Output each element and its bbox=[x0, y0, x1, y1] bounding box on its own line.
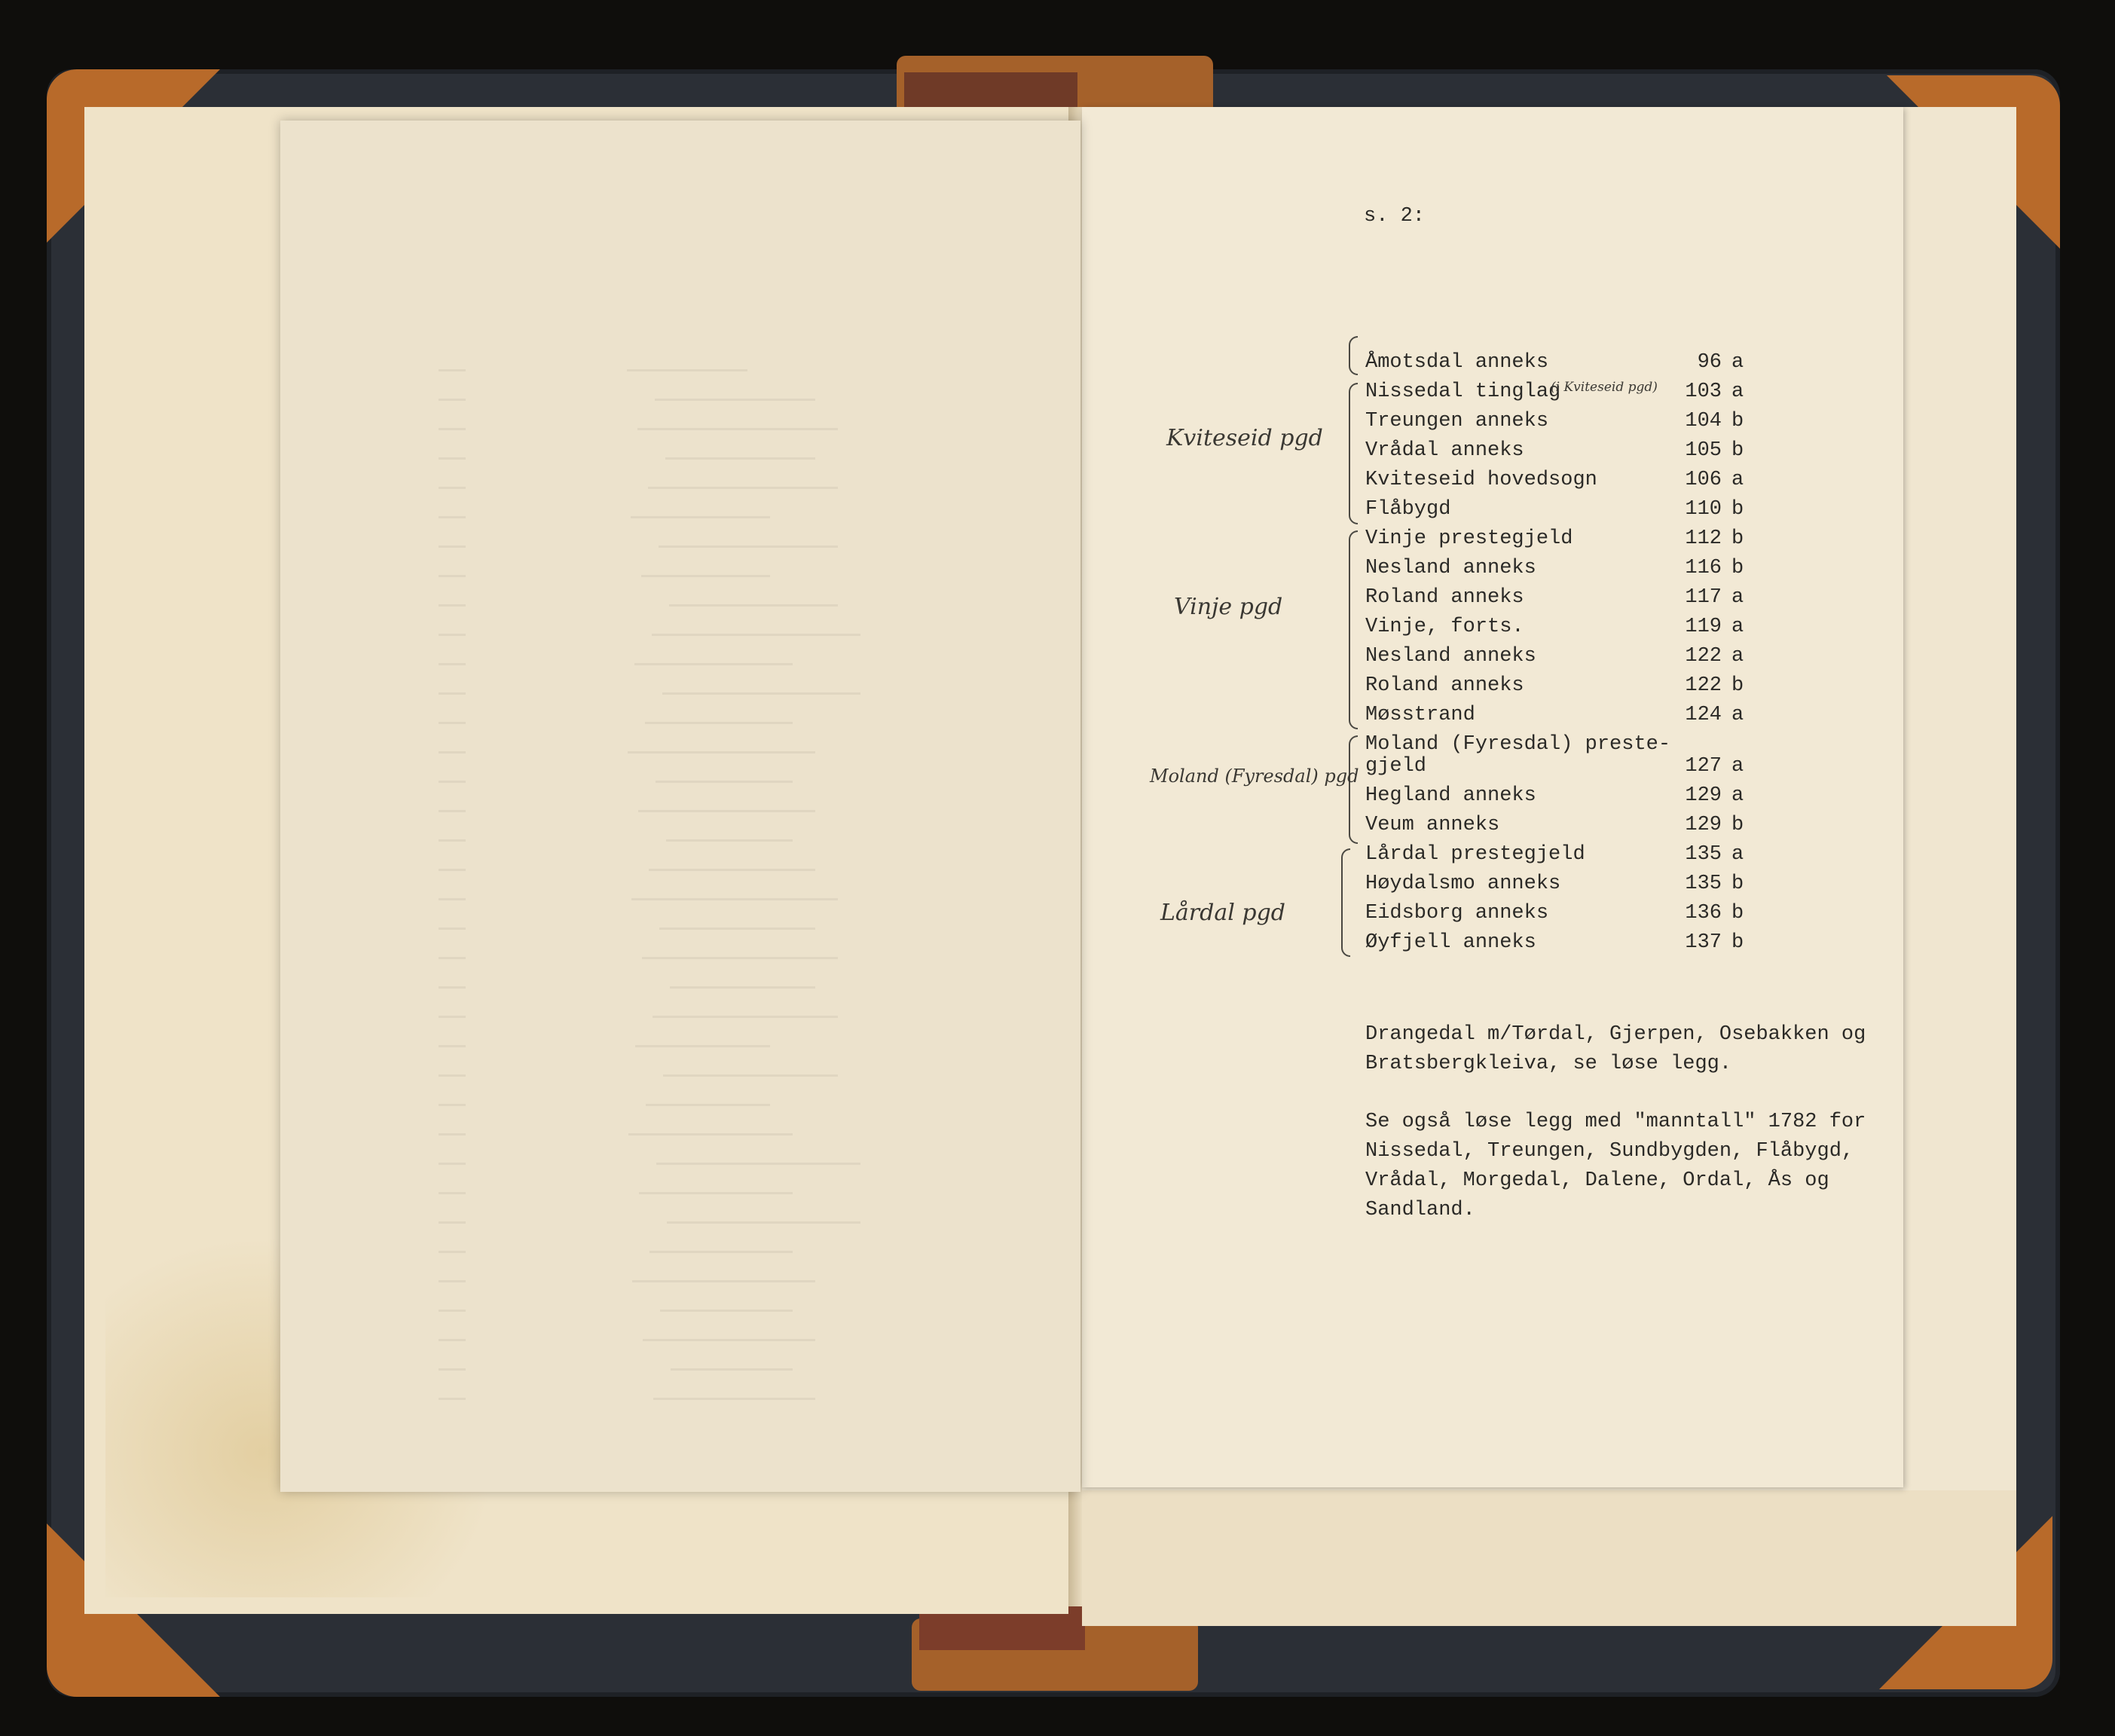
entry-name: Vinje prestegjeld bbox=[1365, 527, 1573, 550]
index-entry bbox=[1365, 840, 1757, 870]
handwritten-lardal: Lårdal pgd bbox=[1160, 900, 1285, 926]
note-manntall-line-2: Nissedal, Treungen, Sundbygden, Flåbygd, bbox=[1365, 1140, 1854, 1163]
show-through-mark bbox=[439, 575, 466, 577]
entry-page: 105 bbox=[1685, 439, 1722, 462]
brace-kviteseid bbox=[1349, 383, 1358, 524]
show-through-line bbox=[665, 457, 815, 460]
show-through-line bbox=[631, 516, 770, 518]
note-manntall-line-1: Se også løse legg med "manntall" 1782 for bbox=[1365, 1111, 1866, 1133]
show-through-mark bbox=[439, 1074, 466, 1077]
tissue-interleaf bbox=[280, 121, 1080, 1492]
entry-page: 124 bbox=[1685, 704, 1722, 726]
show-through-mark bbox=[439, 487, 466, 489]
entry-name: Nissedal tinglag bbox=[1365, 381, 1561, 403]
page-number: s. 2: bbox=[1364, 205, 1426, 228]
entry-name: Åmotsdal anneks bbox=[1365, 351, 1549, 374]
show-through-line bbox=[631, 898, 838, 900]
show-through-mark bbox=[439, 1280, 466, 1282]
entry-page: 135 bbox=[1685, 843, 1722, 866]
entry-page: 103 bbox=[1685, 381, 1722, 403]
show-through-mark bbox=[439, 1368, 466, 1371]
show-through-mark bbox=[439, 1163, 466, 1165]
show-through-mark bbox=[439, 1398, 466, 1400]
show-through-mark bbox=[439, 428, 466, 430]
entry-name: Møsstrand bbox=[1365, 704, 1475, 726]
show-through-mark bbox=[439, 1310, 466, 1312]
show-through-line bbox=[628, 1133, 793, 1135]
show-through-line bbox=[649, 869, 815, 871]
show-through-line bbox=[663, 1074, 838, 1077]
handwritten-kviteseid: Kviteseid pgd bbox=[1166, 425, 1323, 451]
brace-amotsdal bbox=[1349, 336, 1358, 375]
note-drangedal-line-1: Drangedal m/Tørdal, Gjerpen, Osebakken og bbox=[1365, 1023, 1866, 1046]
entry-name: Flåbygd bbox=[1365, 498, 1451, 521]
show-through-mark bbox=[439, 781, 466, 783]
entry-suffix: b bbox=[1731, 674, 1744, 697]
show-through-mark bbox=[439, 1133, 466, 1135]
show-through-line bbox=[669, 604, 838, 607]
entry-name: Moland (Fyresdal) preste- bbox=[1365, 733, 1671, 756]
show-through-line bbox=[671, 1368, 793, 1371]
show-through-mark bbox=[439, 369, 466, 371]
show-through-line bbox=[653, 1016, 838, 1018]
entry-suffix: a bbox=[1731, 586, 1744, 609]
show-through-line bbox=[645, 722, 793, 724]
entry-suffix: a bbox=[1731, 784, 1744, 807]
show-through-line bbox=[659, 546, 838, 548]
entry-name: Roland anneks bbox=[1365, 586, 1524, 609]
entry-page: 110 bbox=[1685, 498, 1722, 521]
entry-page: 122 bbox=[1685, 674, 1722, 697]
entry-page: 96 bbox=[1697, 351, 1722, 374]
index-entry bbox=[1365, 407, 1757, 436]
show-through-line bbox=[655, 399, 815, 401]
entry-page: 137 bbox=[1685, 931, 1722, 954]
show-through-line bbox=[670, 986, 815, 989]
entry-name: Eidsborg anneks bbox=[1365, 902, 1549, 925]
brace-lardal bbox=[1341, 848, 1350, 957]
show-through-line bbox=[643, 1339, 815, 1341]
entry-suffix: a bbox=[1731, 381, 1744, 403]
entry-name: gjeld bbox=[1365, 755, 1427, 778]
entry-name: Treungen anneks bbox=[1365, 410, 1549, 432]
entry-page: 127 bbox=[1685, 755, 1722, 778]
index-entry bbox=[1365, 928, 1757, 958]
entry-page: 104 bbox=[1685, 410, 1722, 432]
show-through-mark bbox=[439, 604, 466, 607]
show-through-line bbox=[627, 369, 747, 371]
index-entry bbox=[1365, 671, 1757, 701]
entry-page: 119 bbox=[1685, 616, 1722, 638]
show-through-mark bbox=[439, 692, 466, 695]
entry-name: Vrådal anneks bbox=[1365, 439, 1524, 462]
index-entry bbox=[1365, 436, 1757, 466]
entry-page: 129 bbox=[1685, 784, 1722, 807]
index-entry bbox=[1365, 495, 1757, 524]
show-through-mark bbox=[439, 928, 466, 930]
show-through-mark bbox=[439, 898, 466, 900]
index-entry bbox=[1365, 613, 1757, 642]
index-entry bbox=[1365, 524, 1757, 554]
show-through-mark bbox=[439, 1221, 466, 1224]
show-through-line bbox=[635, 1045, 770, 1047]
show-through-line bbox=[646, 1104, 770, 1106]
index-entry bbox=[1365, 870, 1757, 899]
show-through-line bbox=[632, 1280, 815, 1282]
entry-suffix: a bbox=[1731, 351, 1744, 374]
note-manntall-line-4: Sandland. bbox=[1365, 1199, 1475, 1221]
show-through-mark bbox=[439, 1251, 466, 1253]
entry-suffix: a bbox=[1731, 755, 1744, 778]
note-manntall-line-3: Vrådal, Morgedal, Dalene, Ordal, Ås og bbox=[1365, 1169, 1829, 1192]
index-entry bbox=[1365, 466, 1757, 495]
entry-name: Høydalsmo anneks bbox=[1365, 873, 1561, 895]
entry-page: 117 bbox=[1685, 586, 1722, 609]
brace-moland bbox=[1349, 735, 1358, 844]
entry-name: Veum anneks bbox=[1365, 814, 1500, 836]
show-through-line bbox=[653, 1398, 815, 1400]
show-through-line bbox=[659, 928, 815, 930]
entry-suffix: a bbox=[1731, 645, 1744, 668]
index-entry bbox=[1365, 348, 1757, 377]
show-through-line bbox=[639, 1192, 793, 1194]
entry-name: Roland anneks bbox=[1365, 674, 1524, 697]
show-through-mark bbox=[439, 1104, 466, 1106]
entry-suffix: b bbox=[1731, 439, 1744, 462]
show-through-mark bbox=[439, 457, 466, 460]
handwritten-vinje: Vinje pgd bbox=[1174, 594, 1283, 620]
show-through-line bbox=[641, 575, 770, 577]
entry-suffix: a bbox=[1731, 704, 1744, 726]
index-entry bbox=[1365, 781, 1757, 811]
show-through-line bbox=[649, 1251, 793, 1253]
entry-suffix: b bbox=[1731, 498, 1744, 521]
show-through-line bbox=[648, 487, 838, 489]
show-through-mark bbox=[439, 399, 466, 401]
right-page-bottom bbox=[1082, 1490, 2016, 1626]
show-through-mark bbox=[439, 810, 466, 812]
show-through-line bbox=[656, 781, 793, 783]
handwritten-note-nissedal: (i Kviteseid pgd) bbox=[1551, 380, 1658, 395]
note-drangedal-line-2: Bratsbergkleiva, se løse legg. bbox=[1365, 1053, 1732, 1075]
entry-page: 129 bbox=[1685, 814, 1722, 836]
show-through-line bbox=[628, 751, 815, 753]
show-through-mark bbox=[439, 839, 466, 842]
entry-suffix: a bbox=[1731, 843, 1744, 866]
index-entry bbox=[1365, 554, 1757, 583]
show-through-line bbox=[662, 692, 860, 695]
entry-suffix: b bbox=[1731, 873, 1744, 895]
entry-page: 136 bbox=[1685, 902, 1722, 925]
index-entry bbox=[1365, 701, 1757, 730]
entry-page: 122 bbox=[1685, 645, 1722, 668]
entry-suffix: b bbox=[1731, 410, 1744, 432]
show-through-line bbox=[660, 1310, 793, 1312]
entry-page: 135 bbox=[1685, 873, 1722, 895]
show-through-mark bbox=[439, 1339, 466, 1341]
entry-name: Nesland anneks bbox=[1365, 557, 1536, 579]
entry-page: 116 bbox=[1685, 557, 1722, 579]
show-through-mark bbox=[439, 634, 466, 636]
show-through-mark bbox=[439, 1045, 466, 1047]
show-through-mark bbox=[439, 751, 466, 753]
index-entry bbox=[1365, 752, 1757, 781]
entry-page: 112 bbox=[1685, 527, 1722, 550]
entry-suffix: b bbox=[1731, 527, 1744, 550]
entry-suffix: b bbox=[1731, 902, 1744, 925]
entry-suffix: b bbox=[1731, 931, 1744, 954]
show-through-mark bbox=[439, 1016, 466, 1018]
show-through-line bbox=[638, 810, 815, 812]
show-through-line bbox=[652, 634, 860, 636]
show-through-mark bbox=[439, 869, 466, 871]
show-through-mark bbox=[439, 516, 466, 518]
show-through-line bbox=[637, 428, 838, 430]
show-through-mark bbox=[439, 663, 466, 665]
handwritten-moland: Moland (Fyresdal) pgd bbox=[1150, 766, 1359, 787]
show-through-mark bbox=[439, 722, 466, 724]
entry-page: 106 bbox=[1685, 469, 1722, 491]
entry-suffix: a bbox=[1731, 469, 1744, 491]
entry-suffix: b bbox=[1731, 557, 1744, 579]
show-through-mark bbox=[439, 957, 466, 959]
index-entry bbox=[1365, 583, 1757, 613]
brace-vinje bbox=[1349, 530, 1358, 729]
show-through-mark bbox=[439, 546, 466, 548]
index-entry bbox=[1365, 899, 1757, 928]
entry-name: Vinje, forts. bbox=[1365, 616, 1524, 638]
show-through-line bbox=[666, 839, 793, 842]
entry-suffix: b bbox=[1731, 814, 1744, 836]
entry-name: Øyfjell anneks bbox=[1365, 931, 1536, 954]
show-through-line bbox=[667, 1221, 860, 1224]
show-through-line bbox=[642, 957, 838, 959]
show-through-line bbox=[634, 663, 793, 665]
entry-suffix: a bbox=[1731, 616, 1744, 638]
entry-name: Nesland anneks bbox=[1365, 645, 1536, 668]
entry-name: Lårdal prestegjeld bbox=[1365, 843, 1585, 866]
show-through-mark bbox=[439, 986, 466, 989]
index-entry bbox=[1365, 642, 1757, 671]
entry-name: Hegland anneks bbox=[1365, 784, 1536, 807]
show-through-mark bbox=[439, 1192, 466, 1194]
index-entry bbox=[1365, 811, 1757, 840]
entry-name: Kviteseid hovedsogn bbox=[1365, 469, 1597, 491]
show-through-line bbox=[656, 1163, 860, 1165]
